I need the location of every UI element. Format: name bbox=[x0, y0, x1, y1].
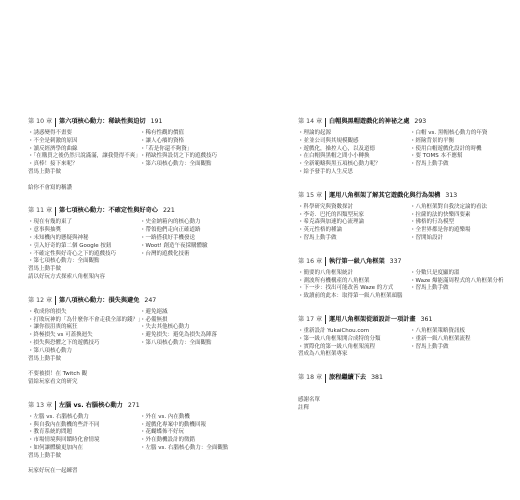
chapter-page-number: 361 bbox=[420, 315, 433, 323]
chapter-title: 第八項核心動力：損失與避免 bbox=[58, 296, 140, 304]
section-list bbox=[140, 219, 207, 266]
section-list bbox=[298, 130, 410, 177]
chapter-number: 第 11 章 bbox=[28, 207, 53, 215]
chapter-page-number: 337 bbox=[389, 257, 402, 265]
section-item: ・ 左腦 vs. 右腦核心動力：全面觀點 bbox=[140, 445, 228, 453]
section-item: ・ 台灣的遊戲化技術 bbox=[140, 251, 207, 259]
section-list bbox=[410, 130, 487, 177]
section-item: ・ 白帽 vs. 黑帽核心動力的年資 bbox=[410, 130, 487, 138]
toc-chapter bbox=[28, 400, 258, 476]
section-item: ・ 並並公司與其規模觀感 bbox=[298, 138, 410, 146]
section-list bbox=[298, 328, 410, 351]
section-list bbox=[28, 308, 144, 356]
section-note: 給你不會寫的稱讚 bbox=[28, 184, 73, 191]
section-list bbox=[298, 270, 410, 301]
section-list bbox=[140, 309, 217, 356]
section-item: ・ 全新範疇與黑五項核心動力呢？ bbox=[298, 161, 410, 169]
section-item: ・ 希克森與加速的心流理論 bbox=[298, 219, 410, 227]
toc-right-column bbox=[298, 116, 513, 413]
toc-chapter bbox=[298, 314, 513, 359]
section-item: ・ 理論的起源 bbox=[298, 130, 410, 138]
chapter-divider bbox=[325, 374, 326, 383]
chapter-divider bbox=[325, 118, 326, 127]
chapter-page-number: 221 bbox=[162, 207, 175, 215]
section-item: ・ 要 TOMS 本不應幫 bbox=[410, 153, 487, 161]
chapter-heading bbox=[298, 116, 513, 128]
section-item: ・ 實際化的第一級八角框架流程 bbox=[298, 344, 410, 352]
section-item: ・ 第七項核心動力：全面觀點 bbox=[28, 258, 140, 266]
section-item: ・ 稍缺性與設切之下的遊戲技巧 bbox=[140, 153, 217, 161]
section-list bbox=[298, 204, 410, 243]
section-item: ・ 習馬上動手做 bbox=[410, 344, 471, 352]
section-note bbox=[28, 363, 258, 371]
section-item: ・ 一路搭我好手機發送 bbox=[140, 235, 207, 243]
section-item: ・ 稀有性觀的價值 bbox=[140, 130, 217, 138]
section-item: ・ 花蝴蝶佈不好玩 bbox=[140, 429, 228, 437]
section-item: ・ 外在動機設計的徵錯 bbox=[140, 437, 228, 445]
section-item: ・ 讓人心癢的資格 bbox=[140, 138, 217, 146]
section-item: ・ 左腦 vs. 右腦核心動力 bbox=[28, 414, 140, 422]
toc-chapter bbox=[298, 256, 513, 301]
chapter-number: 第 14 章 bbox=[298, 118, 323, 125]
chapter-sections bbox=[298, 328, 513, 351]
chapter-heading bbox=[28, 400, 258, 412]
chapter-divider bbox=[55, 118, 56, 127]
section-note: 不要被損！在 Twitch 觀 bbox=[28, 371, 88, 378]
section-item: ・ 科學研究與資數探討 bbox=[298, 204, 410, 212]
section-item: ・ 全世界都是你的遊樂場 bbox=[410, 227, 487, 235]
chapter-page-number: 247 bbox=[144, 296, 157, 304]
section-item: ・ 第六項核心動力：全面觀點 bbox=[140, 161, 217, 169]
chapter-title: 運用八角框架了解其它遊戲化與行為架構 bbox=[328, 191, 441, 199]
section-item: ・ 意事與抽獎 bbox=[28, 227, 140, 235]
section-item: ・ 不確定性與好奇心之下的遊戲技巧 bbox=[28, 251, 140, 259]
section-list bbox=[28, 219, 140, 266]
chapter-page-number: 381 bbox=[371, 374, 383, 382]
chapter-sections bbox=[298, 204, 513, 243]
section-item: ・ 給予發手的人生反思 bbox=[298, 169, 410, 177]
section-note: 習馬上動手做 bbox=[28, 355, 62, 362]
chapter-sections bbox=[28, 309, 258, 356]
section-item: ・ 重新設計 YukaiChou.com bbox=[298, 328, 410, 336]
chapter-divider bbox=[55, 207, 56, 216]
chapter-divider bbox=[325, 257, 326, 266]
section-item: ・ 必備無損 bbox=[140, 317, 217, 325]
section-note: 請以好玩方式探索八角框架內容 bbox=[28, 273, 106, 280]
chapter-title: 第七項核心動力：不確定性與好奇心 bbox=[58, 207, 158, 215]
chapter-title: 左腦 vs. 右腦核心動力 bbox=[58, 401, 123, 409]
section-item: ・ 遊戲化，操控人心，以及道德 bbox=[298, 146, 410, 154]
chapter-divider bbox=[325, 191, 326, 200]
section-item: ・ 習馬上動手做 bbox=[410, 161, 487, 169]
section-note: 習馬上動手做 bbox=[28, 168, 62, 175]
section-list bbox=[410, 270, 504, 301]
endnote-entry: 感謝名單 bbox=[298, 397, 321, 404]
chapter-heading bbox=[298, 256, 513, 268]
section-item: ・ 第一級八角框架開合成特的分類 bbox=[298, 336, 410, 344]
section-item: ・ 收成你的損失 bbox=[28, 309, 140, 317]
section-item: ・ 致讀前的此本：取得第一級八角框架頭腦 bbox=[298, 293, 410, 301]
section-item: ・ 八角框架對自我決定論的看法 bbox=[410, 204, 487, 212]
endnotes-block bbox=[298, 397, 513, 413]
section-item: ・ 英元性格的種論 bbox=[298, 227, 410, 235]
section-list bbox=[28, 130, 140, 169]
section-item: ・ 簡要的八角框架統計 bbox=[298, 270, 410, 278]
section-item: ・ 第八項核心動力 bbox=[28, 348, 140, 356]
section-item: ・ 遊戲化專案中的動機回報 bbox=[140, 422, 228, 430]
section-note: 習成為八角框架專家 bbox=[298, 351, 348, 358]
section-note: 習馬上動手做 bbox=[28, 452, 62, 459]
section-item: ・ 讓你很沮喪的瘋狂 bbox=[28, 324, 140, 332]
section-item: ・ 真棒！接下來呢？ bbox=[28, 161, 140, 169]
endnote-entry: 註釋 bbox=[298, 404, 310, 411]
section-item: ・ 如何讓體驗更加內在 bbox=[28, 445, 140, 453]
section-item: ・ 「在購買之後仍然只說滿滿，讓我覺得不爽」 bbox=[28, 153, 140, 161]
chapter-number: 第 16 章 bbox=[298, 257, 323, 265]
section-item: ・ 未知機內的懸疑與神秘 bbox=[28, 235, 140, 243]
chapter-page-number: 313 bbox=[445, 191, 458, 199]
chapter-number: 第 17 章 bbox=[298, 315, 323, 323]
section-item: ・ 避免絕滅 bbox=[140, 309, 217, 317]
chapter-heading bbox=[28, 116, 258, 128]
section-item: ・ Woot! 創造午夜採購體驗 bbox=[140, 243, 207, 251]
section-item: ・ 習馬上動手做 bbox=[298, 235, 410, 243]
toc-chapter bbox=[298, 372, 513, 384]
section-note: 留給玩家看文的研究 bbox=[28, 378, 78, 385]
chapter-divider bbox=[55, 296, 56, 305]
chapter-page-number: 271 bbox=[127, 401, 140, 409]
chapter-heading bbox=[298, 190, 513, 202]
section-note bbox=[28, 177, 258, 185]
chapter-heading bbox=[298, 314, 513, 326]
section-item: ・ 史金納箱內的核心動力 bbox=[140, 219, 207, 227]
chapter-sections bbox=[28, 414, 258, 453]
toc-left-column bbox=[28, 116, 258, 489]
chapter-heading bbox=[298, 372, 513, 384]
chapter-heading bbox=[28, 205, 258, 217]
section-item: ・ 終極損失 vs 可蓋換迴失 bbox=[28, 332, 140, 340]
chapter-page-number: 191 bbox=[150, 118, 163, 125]
section-item: ・ 引入好奇的第二個 Google 按鈕 bbox=[28, 243, 140, 251]
section-item: ・ 「若是你還不夠資」 bbox=[140, 146, 217, 154]
section-item: ・ Waze 爆能滿周程式的八角框架分析 bbox=[410, 278, 504, 286]
chapter-divider bbox=[55, 401, 56, 410]
chapter-title: 旅程繼續下去 bbox=[328, 374, 367, 382]
section-item: ・ 李奇．巴托的四類型玩家 bbox=[298, 212, 410, 220]
section-note: 玩家好玩在一起練習 bbox=[28, 468, 78, 475]
section-item: ・ 現在有幾的東了 bbox=[28, 219, 140, 227]
chapter-number: 第 12 章 bbox=[28, 296, 53, 304]
section-item: ・ 損失與恐懼之下的遊戲技巧 bbox=[28, 340, 140, 348]
section-list bbox=[140, 130, 217, 169]
section-item: ・ 教育系統的問題 bbox=[28, 429, 140, 437]
section-item: ・ 測波所有機構產的八角框架 bbox=[298, 278, 410, 286]
section-list bbox=[28, 414, 140, 453]
section-item: ・ 避免損失：避免為損失為陣落 bbox=[140, 332, 217, 340]
toc-chapter bbox=[28, 205, 258, 281]
chapter-page-number: 293 bbox=[414, 118, 427, 125]
section-item: ・ 帶領他們走向正確道路 bbox=[140, 227, 207, 235]
section-item: ・ 不全是刺激的原因 bbox=[28, 138, 140, 146]
section-list bbox=[410, 204, 487, 243]
section-item: ・ 經險背景的平衡 bbox=[410, 138, 487, 146]
toc-chapter bbox=[28, 116, 258, 192]
chapter-divider bbox=[325, 315, 326, 324]
chapter-number: 第 18 章 bbox=[298, 374, 323, 382]
section-item: ・ 讀反經濟學的曲線 bbox=[28, 146, 140, 154]
toc-chapter bbox=[298, 190, 513, 243]
section-list bbox=[140, 414, 228, 453]
chapter-title: 第六項核心動力：稀缺性與迫切 bbox=[58, 118, 146, 125]
section-item: ・ 外在 vs. 內在動機 bbox=[140, 414, 228, 422]
section-item: ・ 八角框架策略資訊板 bbox=[410, 328, 471, 336]
section-item: ・ 打敗玩神的「為什麼你不會走我全部的錢？」 bbox=[28, 317, 140, 325]
chapter-heading bbox=[28, 295, 258, 307]
chapter-sections bbox=[298, 130, 513, 177]
section-item: ・ 誘惑變得不畫要 bbox=[28, 130, 140, 138]
section-item: ・ 使用白帽遊戲化設計的時機 bbox=[410, 146, 487, 154]
section-item: ・ 失去其他核心動力 bbox=[140, 324, 217, 332]
section-item: ・ 第八項核心動力：全面觀點 bbox=[140, 340, 217, 348]
chapter-sections bbox=[298, 270, 513, 301]
chapter-number: 第 10 章 bbox=[28, 118, 53, 125]
section-item: ・ 佛格的行為模型 bbox=[410, 219, 487, 227]
section-item: ・ 與自我內在動機的些許不同 bbox=[28, 422, 140, 430]
section-item: ・ 拉薩的法的快樂四要素 bbox=[410, 212, 487, 220]
chapter-title: 運用八角框架從頭設計一項計畫 bbox=[328, 315, 416, 323]
chapter-sections bbox=[28, 130, 258, 169]
chapter-number: 第 15 章 bbox=[298, 191, 323, 199]
section-item: ・ 市場情境與回饋時化會情境 bbox=[28, 437, 140, 445]
section-item: ・ 習開始設計 bbox=[410, 235, 487, 243]
section-item: ・ 分數只是度顯的溫 bbox=[410, 270, 504, 278]
section-item: ・ 習馬上動手做 bbox=[410, 285, 504, 293]
toc-chapter bbox=[28, 295, 258, 387]
section-list bbox=[410, 328, 471, 351]
chapter-title: 白帽與黑帽遊戲化的神祕之處 bbox=[328, 118, 410, 125]
section-note: 習馬上動手做 bbox=[28, 266, 62, 273]
chapter-number: 第 13 章 bbox=[28, 401, 53, 409]
chapter-title: 執行第一級八角框架 bbox=[328, 257, 385, 265]
section-item: ・ 重新一級八角框架流程 bbox=[410, 336, 471, 344]
toc-chapter bbox=[298, 116, 513, 177]
section-item: ・ 在白帽與黑帽之間小小轉換 bbox=[298, 153, 410, 161]
chapter-sections bbox=[28, 219, 258, 266]
section-item: ・ 下一步：找出可能改善 Waze 的方式 bbox=[298, 285, 410, 293]
